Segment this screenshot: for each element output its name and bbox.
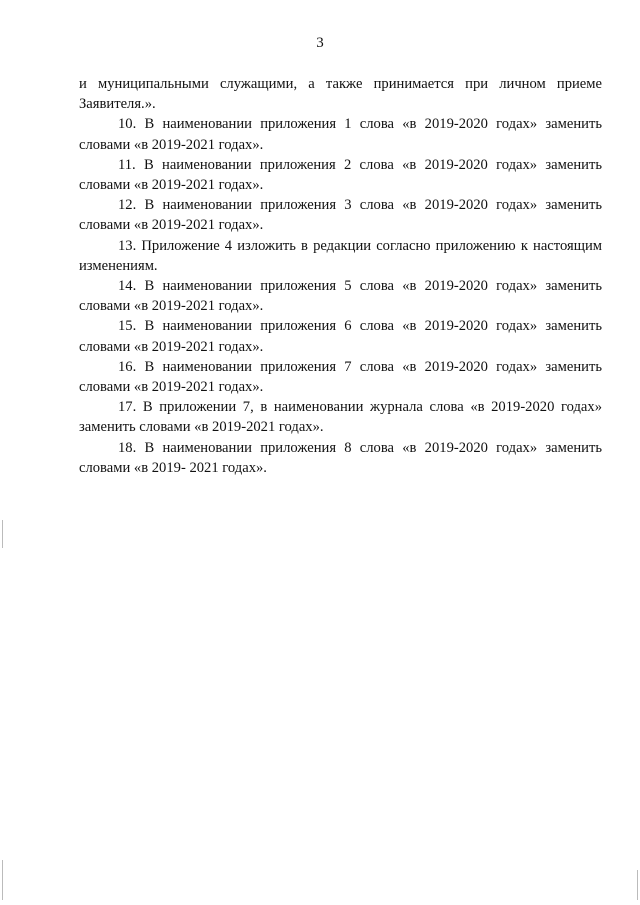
paragraph-item-11: 11. В наименовании приложения 2 слова «в 2019-2020 годах» заменить словами «в 2019-2021 годах». [79, 156, 602, 194]
paragraph-item-12: 12. В наименовании приложения 3 слова «в 2019-2020 годах» заменить словами «в 2019-2021 годах». [79, 197, 602, 234]
scan-edge-mark [2, 860, 3, 900]
paragraph-item-18: 18. В наименовании приложения 8 слова «в 2019-2020 годах» заменить словами «в 2019- 2021 годах». [79, 439, 602, 476]
paragraph-item-17: 17. В приложении 7, в наименовании журнала слова «в 2019-2020 годах» заменить словами «в 2019-2021 годах». [79, 399, 602, 436]
paragraph-item-10: 10. В наименовании приложения 1 слова «в 2019-2020 годах» заменить словами «в 2019-2021 годах». [79, 116, 602, 153]
paragraph-item-14: 14. В наименовании приложения 5 слова «в 2019-2020 годах» заменить словами «в 2019-2021 годах». [79, 278, 602, 315]
paragraph-item-13: 13. Приложение 4 изложить в редакции согласно приложению к настоящим изменениям. [79, 237, 602, 274]
scan-edge-mark [637, 870, 638, 900]
paragraph-item-15: 15. В наименовании приложения 6 слова «в 2019-2020 годах» заменить словами «в 2019-2021 годах». [79, 318, 602, 355]
document-body [79, 74, 602, 478]
paragraph-continuation: и муниципальными служащими, а также принимается при личном приеме Заявителя.». [79, 76, 602, 113]
paragraph-item-16: 16. В наименовании приложения 7 слова «в 2019-2020 годах» заменить словами «в 2019-2021 годах». [79, 358, 602, 396]
scan-edge-mark [2, 520, 3, 548]
page-number: 3 [316, 35, 324, 51]
